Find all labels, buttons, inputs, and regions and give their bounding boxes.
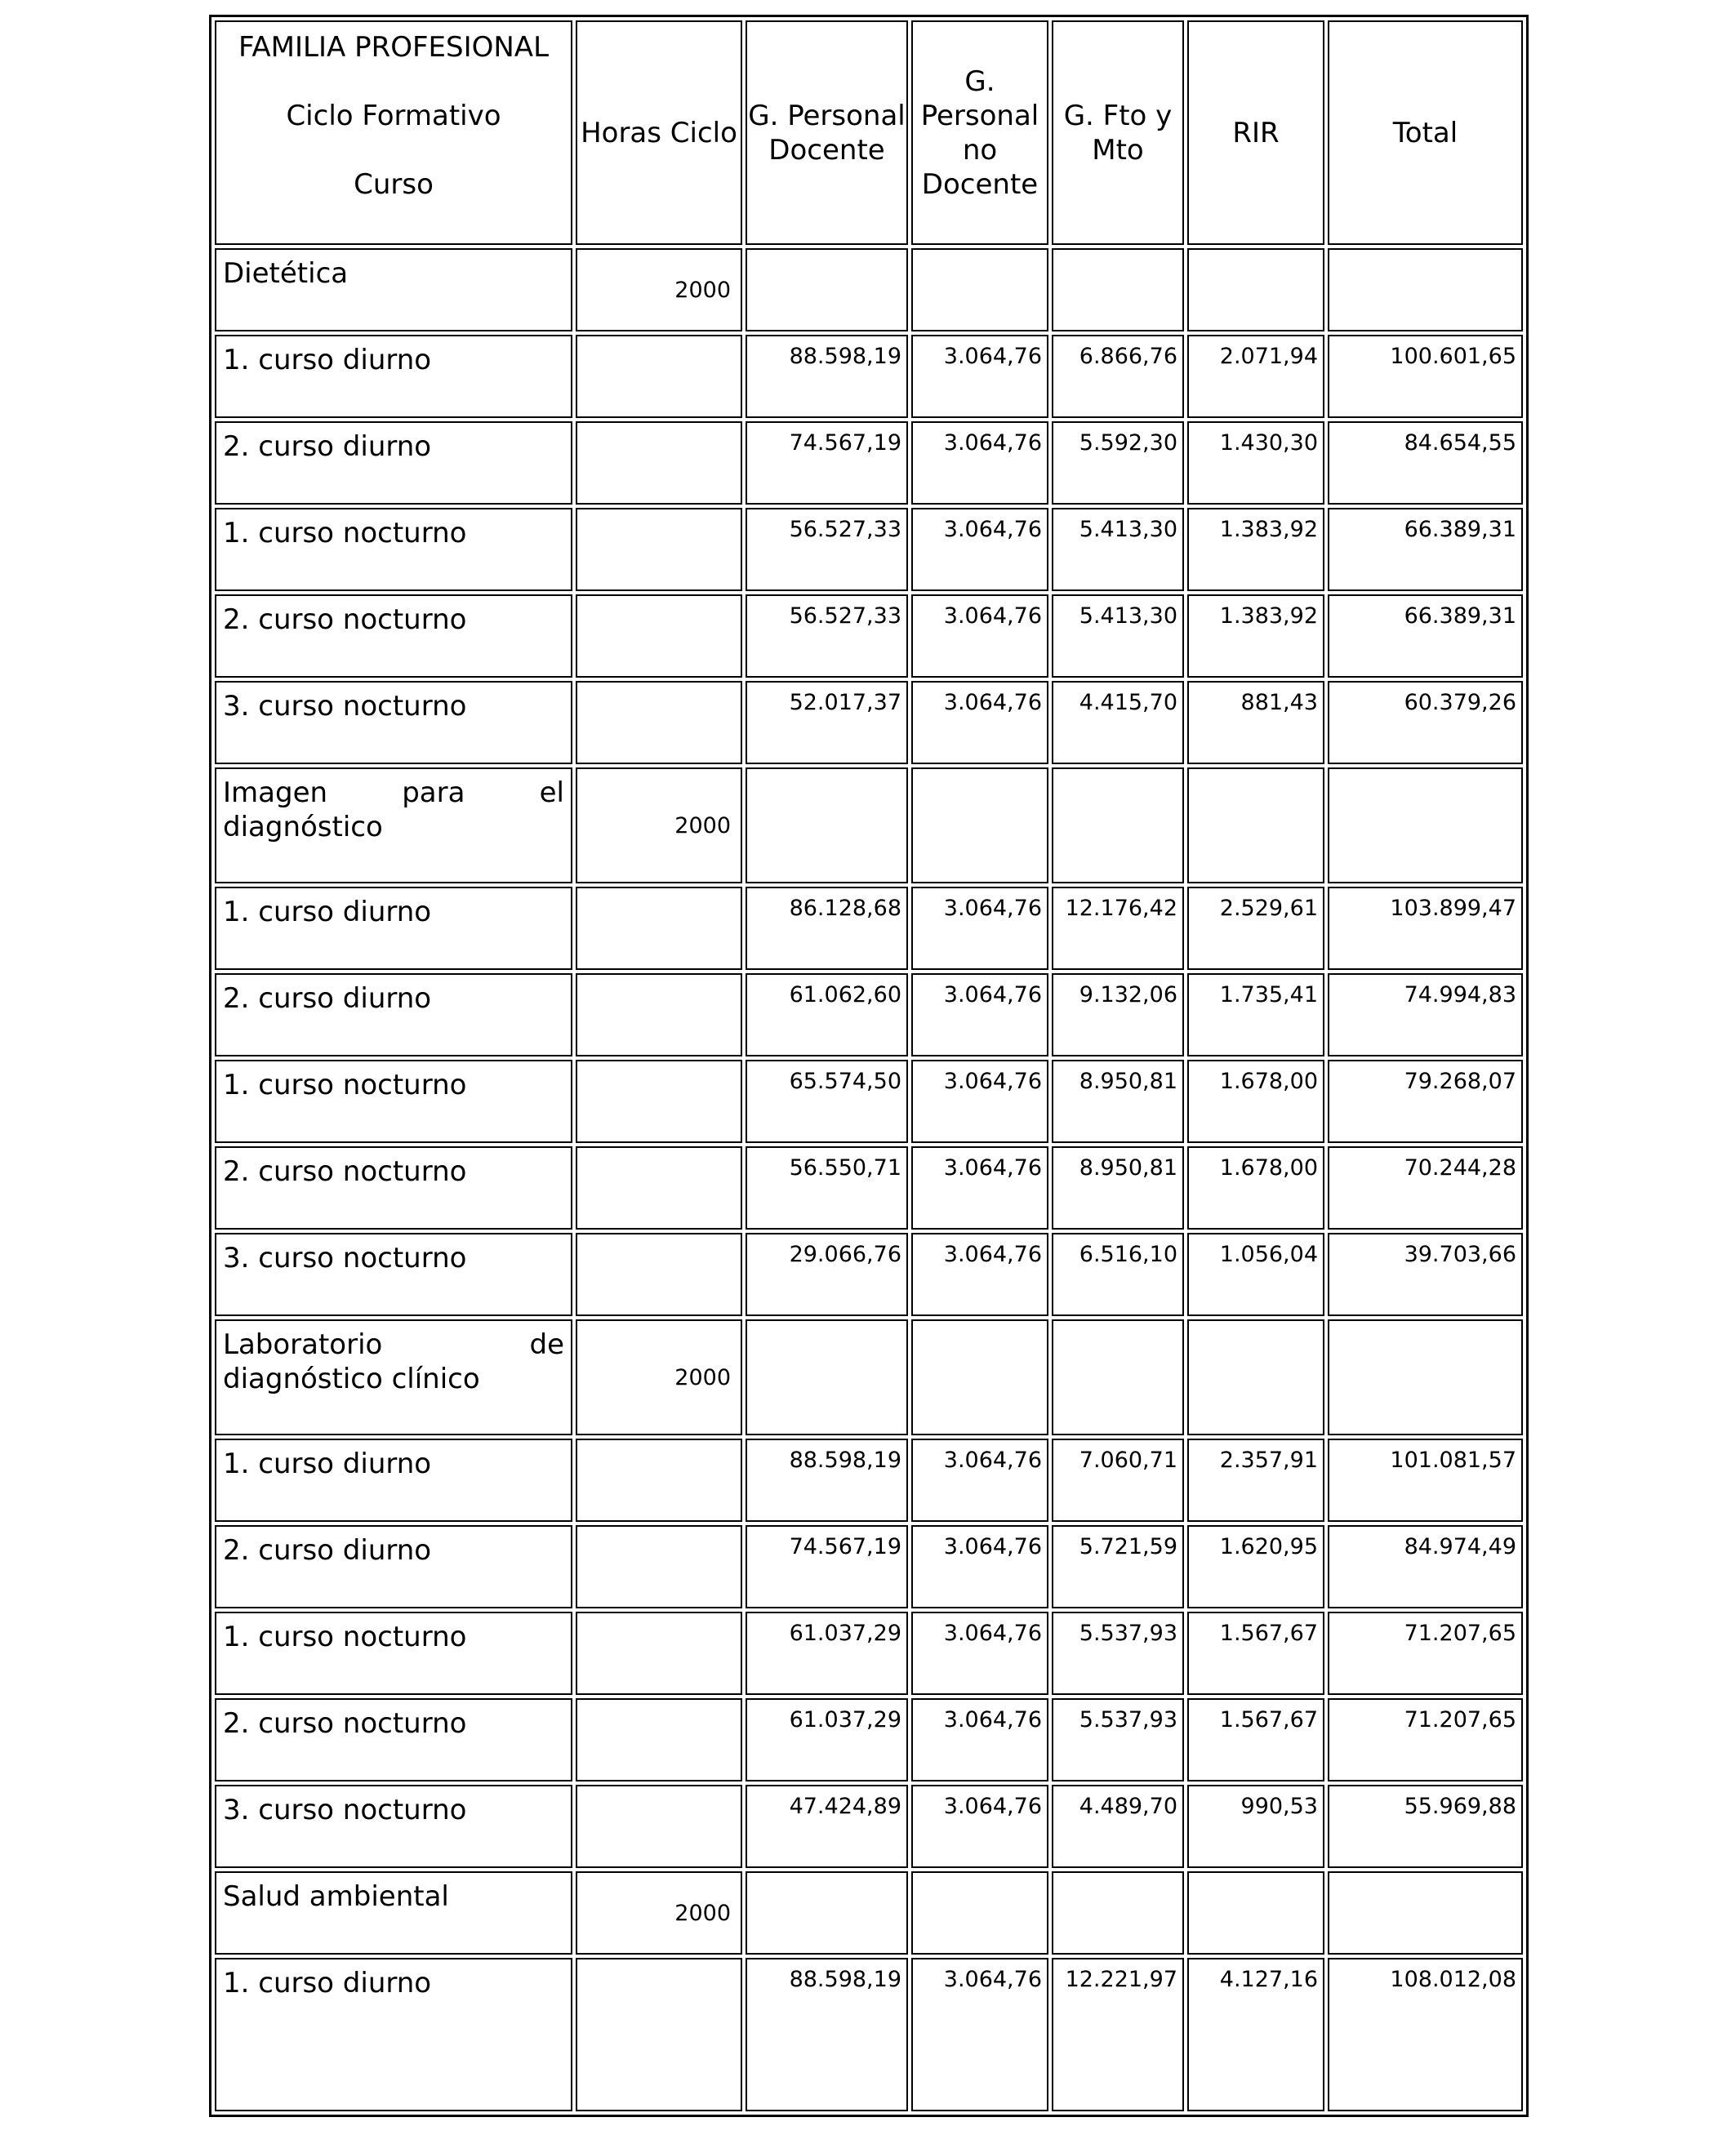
rir-cell: 1.430,30 [1187,421,1324,505]
personal-no-docente-cell: 3.064,76 [911,594,1048,678]
total-cell: 71.207,65 [1328,1698,1523,1781]
total-cell: 103.899,47 [1328,887,1523,970]
curso-cell: 2. curso diurno [215,421,572,505]
rir-cell: 2.071,94 [1187,335,1324,418]
total-cell: 70.244,28 [1328,1146,1523,1230]
total-cell: 100.601,65 [1328,335,1523,418]
fto-mto-cell: 6.516,10 [1052,1233,1184,1316]
total-cell: 71.207,65 [1328,1612,1523,1695]
total-cell: 84.974,49 [1328,1525,1523,1608]
personal-no-docente-cell [911,1871,1048,1955]
table-row [215,1958,1523,2111]
table-row [215,681,1523,764]
curso-cell: 1. curso diurno [215,335,572,418]
curso-cell: 2. curso diurno [215,1525,572,1608]
ciclo-formativo-cell: Dietética [215,248,572,331]
horas-ciclo-cell: 2000 [576,767,742,883]
personal-no-docente-cell: 3.064,76 [911,973,1048,1056]
header-horas: Horas Ciclo [576,20,742,245]
table-row [215,594,1523,678]
rir-cell [1187,1319,1324,1435]
horas-ciclo-cell [576,1439,742,1522]
personal-docente-cell: 86.128,68 [746,887,908,970]
curso-cell: 2. curso diurno [215,973,572,1056]
personal-no-docente-cell: 3.064,76 [911,1958,1048,2111]
personal-docente-cell [746,248,908,331]
table-row [215,1146,1523,1230]
table-row [215,1612,1523,1695]
personal-no-docente-cell: 3.064,76 [911,887,1048,970]
personal-no-docente-cell: 3.064,76 [911,1060,1048,1143]
curso-cell: 1. curso nocturno [215,508,572,591]
rir-cell: 1.678,00 [1187,1060,1324,1143]
personal-no-docente-cell: 3.064,76 [911,335,1048,418]
personal-docente-cell: 56.527,33 [746,508,908,591]
table-row [215,1698,1523,1781]
horas-ciclo-cell [576,1525,742,1608]
fto-mto-cell: 5.721,59 [1052,1525,1184,1608]
personal-no-docente-cell: 3.064,76 [911,1785,1048,1868]
personal-no-docente-cell: 3.064,76 [911,508,1048,591]
personal-no-docente-cell: 3.064,76 [911,1146,1048,1230]
personal-docente-cell: 56.527,33 [746,594,908,678]
fto-mto-cell [1052,1319,1184,1435]
personal-docente-cell [746,767,908,883]
rir-cell: 1.383,92 [1187,508,1324,591]
personal-no-docente-cell: 3.064,76 [911,421,1048,505]
header-personal-no-docente: G. Personal no Docente [911,20,1048,245]
horas-ciclo-cell: 2000 [576,248,742,331]
curso-cell: 2. curso nocturno [215,594,572,678]
personal-docente-cell: 52.017,37 [746,681,908,764]
personal-docente-cell: 74.567,19 [746,421,908,505]
personal-docente-cell: 47.424,89 [746,1785,908,1868]
personal-docente-cell [746,1871,908,1955]
total-cell: 101.081,57 [1328,1439,1523,1522]
fto-mto-cell [1052,767,1184,883]
ciclo-formativo-cell: Imagen para el diagnóstico [215,767,572,883]
fto-mto-cell: 5.592,30 [1052,421,1184,505]
personal-no-docente-cell [911,248,1048,331]
fto-mto-cell: 5.413,30 [1052,508,1184,591]
fto-mto-cell: 6.866,76 [1052,335,1184,418]
rir-cell [1187,767,1324,883]
horas-ciclo-cell [576,508,742,591]
horas-ciclo-cell [576,1785,742,1868]
fto-mto-cell: 9.132,06 [1052,973,1184,1056]
personal-docente-cell: 61.037,29 [746,1698,908,1781]
personal-docente-cell: 88.598,19 [746,1958,908,2111]
total-cell: 60.379,26 [1328,681,1523,764]
table-row [215,1439,1523,1522]
fto-mto-cell [1052,1871,1184,1955]
fto-mto-cell: 5.537,93 [1052,1612,1184,1695]
table-row [215,1525,1523,1608]
personal-docente-cell: 88.598,19 [746,335,908,418]
horas-ciclo-cell [576,973,742,1056]
table-group-row [215,1871,1523,1955]
ciclo-formativo-cell: Laboratorio de diagnóstico clínico [215,1319,572,1435]
horas-ciclo-cell [576,887,742,970]
total-cell: 66.389,31 [1328,594,1523,678]
table-group-row [215,1319,1523,1435]
rir-cell: 1.056,04 [1187,1233,1324,1316]
fto-mto-cell: 8.950,81 [1052,1146,1184,1230]
total-cell [1328,248,1523,331]
horas-ciclo-cell [576,335,742,418]
horas-ciclo-cell [576,1612,742,1695]
rir-cell [1187,248,1324,331]
rir-cell: 1.735,41 [1187,973,1324,1056]
horas-ciclo-cell [576,421,742,505]
curso-cell: 3. curso nocturno [215,1233,572,1316]
table-body [215,248,1523,2111]
rir-cell: 990,53 [1187,1785,1324,1868]
total-cell [1328,767,1523,883]
rir-cell: 881,43 [1187,681,1324,764]
fto-mto-cell: 12.176,42 [1052,887,1184,970]
fto-mto-cell: 12.221,97 [1052,1958,1184,2111]
total-cell: 55.969,88 [1328,1785,1523,1868]
table-row [215,508,1523,591]
curso-cell: 1. curso diurno [215,1439,572,1522]
curso-cell: 3. curso nocturno [215,1785,572,1868]
rir-cell: 2.529,61 [1187,887,1324,970]
personal-no-docente-cell: 3.064,76 [911,1698,1048,1781]
fto-mto-cell: 4.489,70 [1052,1785,1184,1868]
rir-cell: 1.567,67 [1187,1612,1324,1695]
personal-no-docente-cell: 3.064,76 [911,681,1048,764]
table-row [215,1233,1523,1316]
curso-cell: 1. curso nocturno [215,1060,572,1143]
table-row [215,335,1523,418]
personal-docente-cell: 88.598,19 [746,1439,908,1522]
cost-table [209,15,1529,2117]
total-cell: 108.012,08 [1328,1958,1523,2111]
curso-cell: 1. curso diurno [215,887,572,970]
header-familia-line2: Ciclo Formativo [286,100,501,132]
rir-cell: 2.357,91 [1187,1439,1324,1522]
personal-no-docente-cell [911,767,1048,883]
table-row [215,421,1523,505]
ciclo-formativo-cell: Salud ambiental [215,1871,572,1955]
fto-mto-cell: 4.415,70 [1052,681,1184,764]
total-cell: 79.268,07 [1328,1060,1523,1143]
personal-docente-cell [746,1319,908,1435]
total-cell [1328,1871,1523,1955]
header-familia-line3: Curso [354,168,434,201]
table-row [215,887,1523,970]
rir-cell: 1.567,67 [1187,1698,1324,1781]
horas-ciclo-cell [576,1060,742,1143]
horas-ciclo-cell [576,1698,742,1781]
table-row [215,1060,1523,1143]
header-total: Total [1328,20,1523,245]
personal-docente-cell: 61.062,60 [746,973,908,1056]
personal-no-docente-cell: 3.064,76 [911,1439,1048,1522]
personal-docente-cell: 61.037,29 [746,1612,908,1695]
total-cell: 74.994,83 [1328,973,1523,1056]
header-personal-docente: G. Personal Docente [746,20,908,245]
rir-cell: 1.620,95 [1187,1525,1324,1608]
header-row [215,20,1523,245]
table-group-row [215,767,1523,883]
table-group-row [215,248,1523,331]
horas-ciclo-cell: 2000 [576,1871,742,1955]
fto-mto-cell: 8.950,81 [1052,1060,1184,1143]
fto-mto-cell: 5.537,93 [1052,1698,1184,1781]
fto-mto-cell [1052,248,1184,331]
total-cell: 39.703,66 [1328,1233,1523,1316]
total-cell: 84.654,55 [1328,421,1523,505]
curso-cell: 1. curso diurno [215,1958,572,2111]
horas-ciclo-cell [576,1233,742,1316]
rir-cell: 4.127,16 [1187,1958,1324,2111]
fto-mto-cell: 5.413,30 [1052,594,1184,678]
curso-cell: 2. curso nocturno [215,1146,572,1230]
horas-ciclo-cell [576,681,742,764]
personal-docente-cell: 56.550,71 [746,1146,908,1230]
rir-cell: 1.678,00 [1187,1146,1324,1230]
horas-ciclo-cell [576,1958,742,2111]
fto-mto-cell: 7.060,71 [1052,1439,1184,1522]
total-cell: 66.389,31 [1328,508,1523,591]
personal-docente-cell: 74.567,19 [746,1525,908,1608]
table-row [215,973,1523,1056]
curso-cell: 2. curso nocturno [215,1698,572,1781]
horas-ciclo-cell: 2000 [576,1319,742,1435]
personal-no-docente-cell: 3.064,76 [911,1233,1048,1316]
rir-cell [1187,1871,1324,1955]
rir-cell: 1.383,92 [1187,594,1324,678]
personal-docente-cell: 29.066,76 [746,1233,908,1316]
personal-docente-cell: 65.574,50 [746,1060,908,1143]
personal-no-docente-cell: 3.064,76 [911,1612,1048,1695]
total-cell [1328,1319,1523,1435]
curso-cell: 3. curso nocturno [215,681,572,764]
header-familia [215,20,572,245]
header-rir: RIR [1187,20,1324,245]
horas-ciclo-cell [576,594,742,678]
personal-no-docente-cell [911,1319,1048,1435]
header-familia-line1: FAMILIA PROFESIONAL [238,31,550,64]
personal-no-docente-cell: 3.064,76 [911,1525,1048,1608]
horas-ciclo-cell [576,1146,742,1230]
table-row [215,1785,1523,1868]
curso-cell: 1. curso nocturno [215,1612,572,1695]
header-fto-mto: G. Fto y Mto [1052,20,1184,245]
